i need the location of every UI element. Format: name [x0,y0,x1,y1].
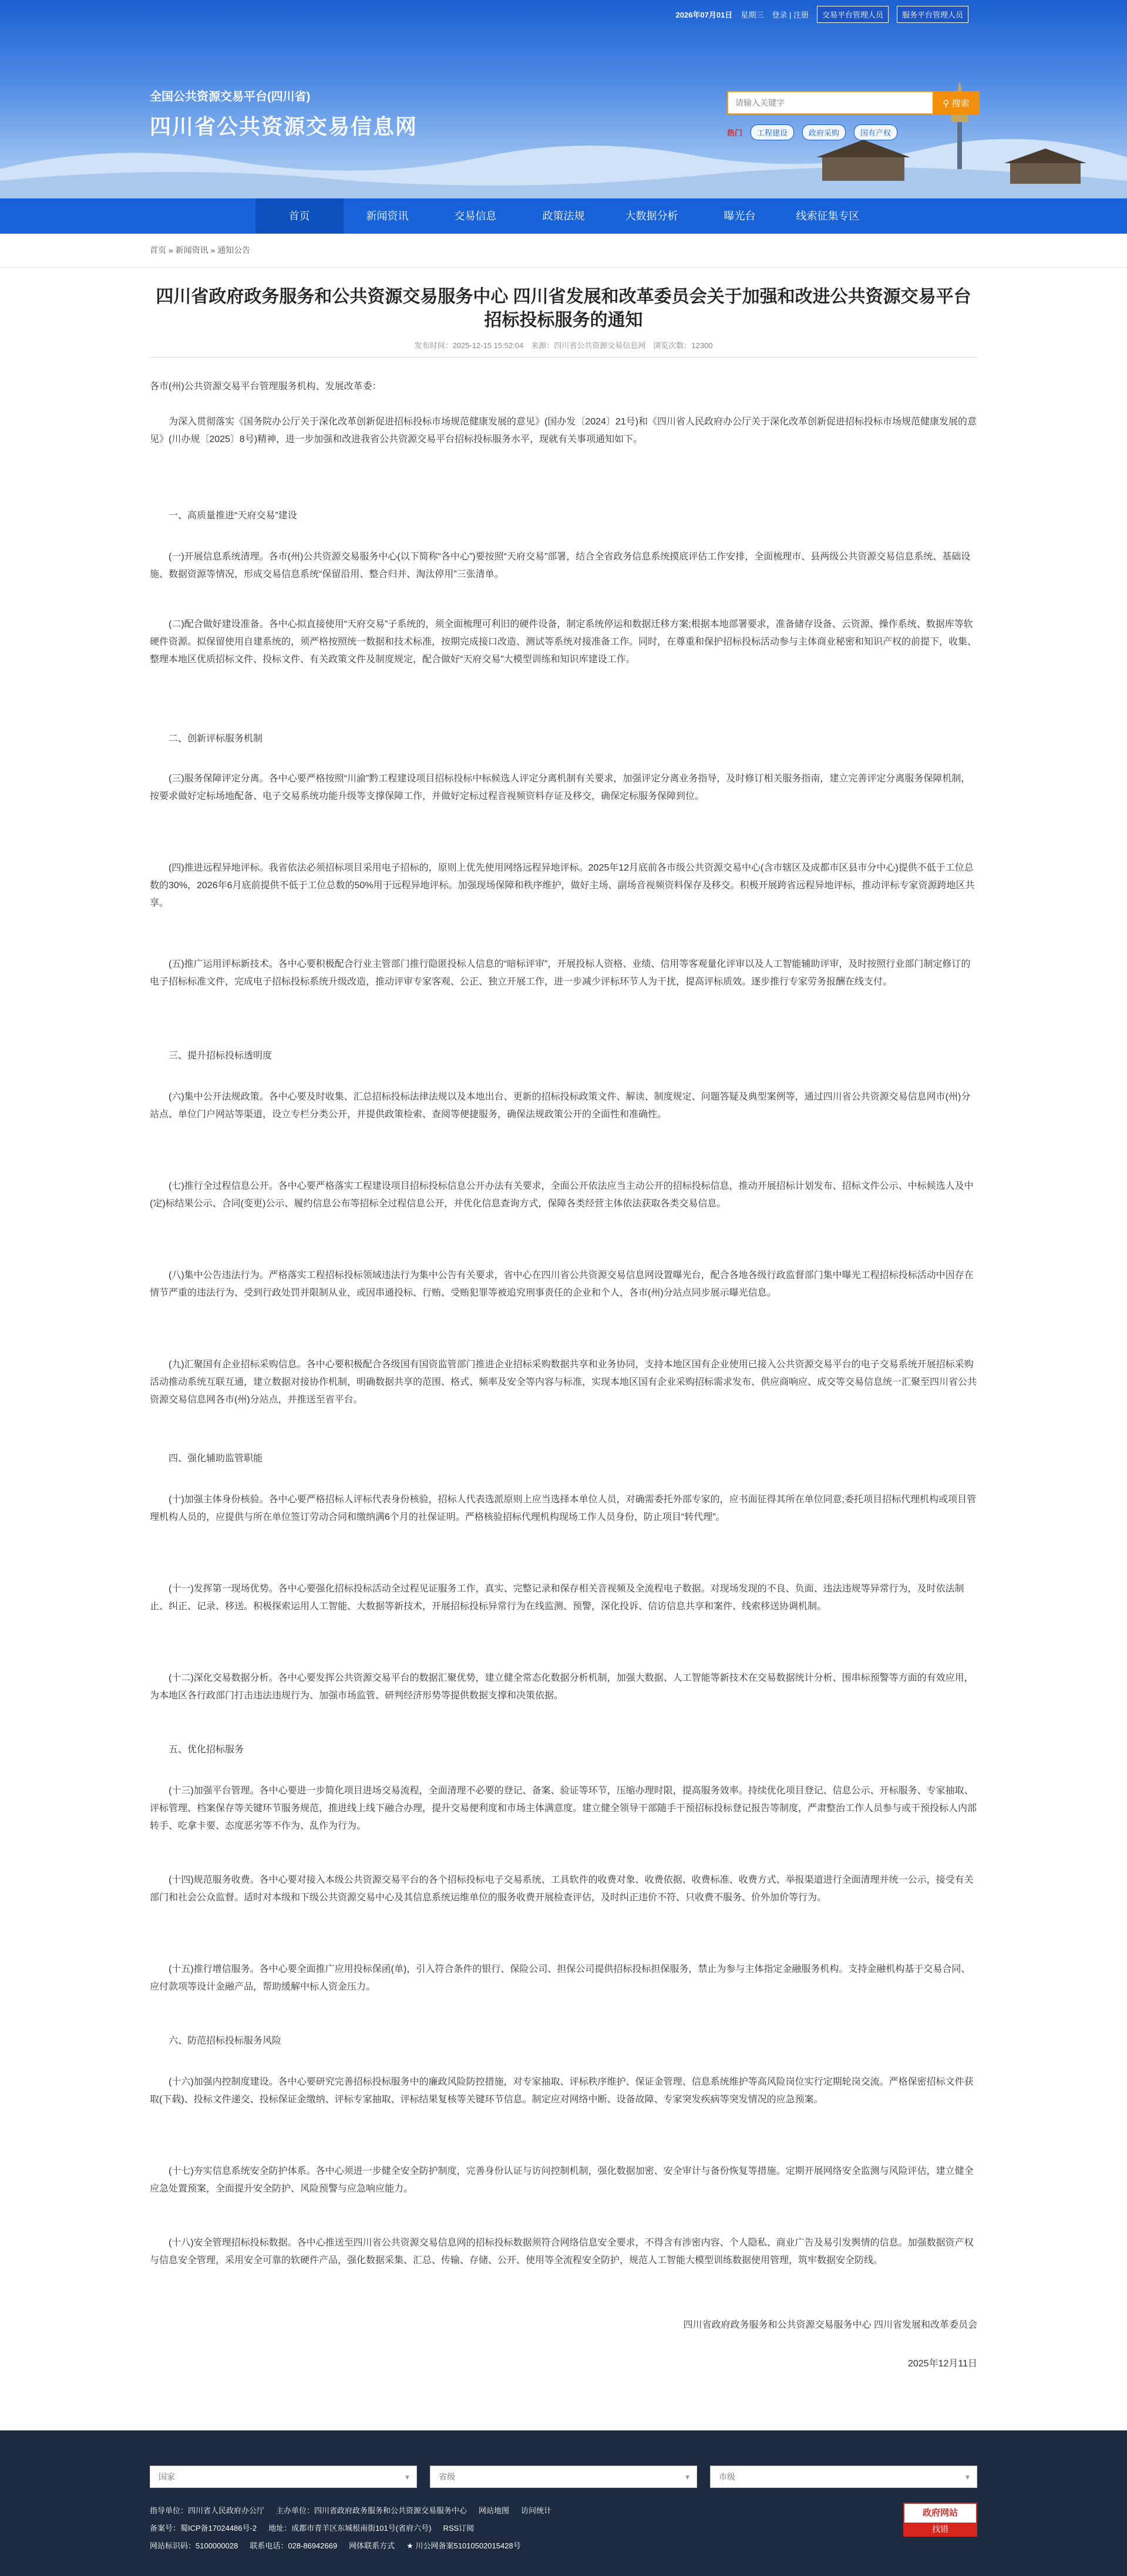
signature: 四川省政府政务服务和公共资源交易服务中心 四川省发展和改革委员会 [683,2320,977,2330]
footer-row [150,2504,551,2516]
hot-tags [727,124,897,140]
breadcrumb-bar [0,234,1127,268]
current-date: 2026年07月01日 [675,11,733,19]
section-heading: 四、强化辅助监管职能 [169,1454,263,1464]
national-links-select[interactable] [150,2466,417,2488]
footer-row [150,2522,474,2533]
current-weekday: 星期三 [741,11,764,19]
city-links-select[interactable] [710,2466,977,2488]
breadcrumb [150,244,250,256]
site-subtitle: 全国公共资源交易平台(四川省) [150,90,311,103]
site-header [0,0,1127,198]
main-nav [0,198,1127,234]
breadcrumb-notice[interactable]: 通知公告 [217,245,251,255]
article-paragraph: (八)集中公告违法行为。严格落实工程招标投标领域违法行为集中公告有关要求，省中心在四川省公共资源交易信息网设置曝光台，配合各地各级行政监督部门集中曝光工程招标投标活动中因存在情节严重的违法行为、受到行政处罚并限制从业，或因串通投标、行贿、受贿犯罪等被追究刑事责任的企业和个人，各市(州)分站点同步展示曝光信息。 [150,1270,974,1298]
sign-date: 2025年12月11日 [907,2359,977,2369]
article-paragraph: (十三)加强平台管理。各中心要进一步简化项目进场交易流程，全面清理不必要的登记、备案、验证等环节，压缩办理时限，提高服务效率。持续优化项目登记、信息公示、开标服务、专家抽取、评标管理、档案保存等关键环节服务规范，推进线上线下融合办理，提升交易便利度和市场主体满意度。建立健全领导干部随手干预招标投标登记报告等制度，严肃整治工作人员参与或干预投标人内部转手、吃拿卡要、态度恶劣等不作为、乱作为行为。 [150,1786,977,1831]
guiding-unit: 指导单位：四川省人民政府办公厅 [150,2506,265,2515]
chevron-down-icon: ▾ [405,2472,409,2481]
article-paragraph: (一)开展信息系统清理。各市(州)公共资源交易服务中心(以下简称“各中心”)要按照“天府交易”部署，结合全省政务信息系统摸底评估工作安排，全面梳理市、县两级公共资源交易信息系统、基础设施、数据资源等情况，形成交易信息系统“保留沿用、整合归并、淘汰停用”三张清单。 [150,552,971,579]
search-icon: ⚲ [943,98,952,109]
police-record[interactable] [406,2540,521,2551]
article-paragraph: (五)推广运用评标新技术。各中心要积极配合行业主管部门推行隐匿投标人信息的“暗标评审”，开展投标人资格、业绩、信用等客观量化评审以及人工智能辅助评审，及时按照行业部门制定修订的电子招标标准文件，完成电子招标投标系统升级改造，推动评审专家客观、公正、独立开展工作，进一步减少评标环节人为干扰，提高评标质效。逐步推行专家劳务报酬在线支付。 [150,959,971,987]
nav-policy[interactable]: 政策法规 [542,210,585,222]
police-record-text: 川公网备案51010502015428号 [415,2541,521,2550]
chevron-down-icon: ▾ [685,2472,689,2481]
badge-subtitle: 找错 [904,2523,976,2535]
search-button-label: 搜索 [951,98,970,109]
breadcrumb-separator: » [210,245,216,255]
breadcrumb-separator: » [168,245,173,255]
footer-row [150,2540,521,2551]
login-link[interactable]: 登录 [772,11,788,19]
contact-link[interactable]: 网体联系方式 [349,2541,395,2550]
rss-link[interactable]: RSS订阅 [443,2524,475,2533]
search-button[interactable] [933,91,980,114]
article-paragraph: (九)汇聚国有企业招标采购信息。各中心要积极配合各级国有国资监管部门推进企业招标采购数据共享和业务协同，支持本地区国有企业使用已接入公共资源交易平台的电子交易系统开展招标采购活动推动系统互联互通，建立数据对接协作机制，明确数据共享的范围、格式、频率及安全等内容与标准，实现本地区国有企业采购招标需求发布、供应商响应、成交等交易信息统一汇聚至四川省公共资源交易信息网各市(州)分站点，并推送至省平台。 [150,1360,977,1405]
article-paragraph: (十五)推行增信服务。各中心要全面推广应用投标保函(单)，引入符合条件的银行、保险公司、担保公司提供招标投标担保服务，禁止为参与主体指定金融服务机构。支持金融机构基于交易合同、应付款项等设计金融产品，帮助缓解中标人资金压力。 [150,1964,971,1992]
top-bar: 2026年07月01日 星期三 登录 | 注册 交易平台管理人员 服务平台管理人员 [675,6,968,23]
section-heading: 二、创新评标服务机制 [169,734,263,744]
section-heading: 三、提升招标投标透明度 [169,1051,273,1061]
greeting: 各市(州)公共资源交易平台管理服务机构、发展改革委： [150,382,382,392]
trade-platform-admin-button[interactable]: 交易平台管理人员 [817,6,889,23]
article-paragraph: (四)推进远程异地评标。我省依法必须招标项目采用电子招标的，原则上优先使用网络远程异地评标。2025年12月底前各市级公共资源交易中心(含市辖区及成都市区县市分中心)提供不低于工位总数的30%，2026年6月底前提供不低于工位总数的50%用于远程异地评标。加强现场保障和秩序维护，做好主场、副场音视频资料保存及移交。积极开展跨省远程异地评标，推动评标专家资源跨地区共享。 [150,863,975,908]
nav-big-data[interactable]: 大数据分析 [625,210,678,222]
nav-news[interactable]: 新闻资讯 [366,210,409,222]
chevron-down-icon: ▾ [965,2472,970,2481]
hot-tag-state-property[interactable]: 国有产权 [854,124,897,140]
select-label: 国家 [159,2472,175,2481]
article-paragraph: (十一)发挥第一现场优势。各中心要强化招标投标活动全过程见证服务工作，真实、完整记录和保存相关音视频及全流程电子数据。对现场发现的不良、负面、违法违规等异常行为，及时依法制止、纠正、记录、移送。积极探索运用人工智能、大数据等新技术，开展招标投标异常行为在线监测、预警，深化投诉、信访信息共享和案件、线索移送协调机制。 [150,1584,964,1611]
police-badge-icon: ★ [406,2541,416,2550]
search-input[interactable] [727,91,933,114]
gov-website-error-badge[interactable] [903,2503,977,2537]
provincial-links-select[interactable] [430,2466,697,2488]
article-paragraph: (十四)规范服务收费。各中心要对接入本级公共资源交易平台的各个招标投标电子交易系统、工具软件的收费对象、收费依据、收费标准、收费方式、举报渠道进行全面清理并统一公示，接受有关部门和社会公众监督。适时对本级和下级公共资源交易中心及其信息系统运维单位的服务收费开展检查评估，及时纠正违价不符、只收费不服务、价外加价等行为。 [150,1875,974,1903]
article-paragraph: (十二)深化交易数据分析。各中心要发挥公共资源交易平台的数据汇聚优势，建立健全常态化数据分析机制，加强大数据、人工智能等新技术在交易数据统计分析、围串标预警等方面的有效应用，为本地区各行政部门打击违法违规行为、加强市场监管、研判经济形势等提供数据支撑和决策依据。 [150,1673,974,1701]
visit-stats-link[interactable]: 访问统计 [521,2506,552,2515]
site-id: 网站标识码：5100000028 [150,2541,238,2550]
article-title: 四川省政府政务服务和公共资源交易服务中心 四川省发展和改革委员会关于加强和改进公共资源交易平台招标投标服务的通知 [156,287,971,330]
contact-phone: 联系电话：028-86942669 [250,2541,338,2550]
article-paragraph: 为深入贯彻落实《国务院办公厅关于深化改革创新促进招标投标市场规范健康发展的意见》(国办发〔2024〕21号)和《四川省人民政府办公厅关于深化改革创新促进招标投标市场规范健康发展的意见》(川办规〔2025〕8号)精神，进一步加强和改进我省公共资源交易平台招标投标服务水平，现就有关事项通知如下。 [150,417,977,444]
address: 地址：成都市青羊区东城根南街101号(省府六号) [268,2524,432,2533]
breadcrumb-home[interactable]: 首页 [150,245,166,255]
nav-clue-collection[interactable]: 线索征集专区 [796,210,860,222]
service-platform-admin-button[interactable]: 服务平台管理人员 [897,6,968,23]
hot-tag-engineering[interactable]: 工程建设 [751,124,794,140]
article-paragraph: (七)推行全过程信息公开。各中心要严格落实工程建设项目招标投标信息公开办法有关要求，全面公开依法应当主动公开的招标投标信息，推动开展招标计划发布、招标文件公示、中标候选人及中(定)标结果公示、合同(变更)公示、履约信息公布等招标全过程信息公开，并优化信息查询方式，保障各类经营主体依法获取各类交易信息。 [150,1181,974,1209]
search-box [727,91,980,114]
hot-label: 热门 [727,129,743,137]
nav-trade-info[interactable]: 交易信息 [454,210,497,222]
section-heading: 五、优化招标服务 [169,1745,244,1755]
article-paragraph: (十六)加强内控制度建设。各中心要研究完善招标投标服务中的廉政风险防控措施，对专家抽取、评标秩序维护、保证金管理、信息系统维护等高风险岗位实行定期轮岗交流。严格保密招标文件获取(下载)、投标文件递交、投标保证金缴纳、评标专家抽取、评标结果复核等关键环节信息。制定应对网络中断、设备故障、专家突发疾病等突发情况的应急预案。 [150,2077,974,2105]
article-paragraph: (十)加强主体身份核验。各中心要严格招标人评标代表身份核验，招标人代表选派原则上应当选择本单位人员，对确需委托外部专家的，应书面征得其所在单位同意;委托项目招标代理机构或项目管理机构人员的，应提供与所在单位签订劳动合同和缴纳满6个月的社保证明。严格核验招标代理机构现场工作人员身份，防止项目“转代理”。 [150,1495,977,1522]
article-paragraph: (六)集中公开法规政策。各中心要及时收集、汇总招标投标法律法规以及本地出台、更新的招标投标政策文件、解读、制度规定、问题答疑及典型案例等，通过四川省公共资源交易信息网市(州)分站点、单位门户网站等渠道，设立专栏分类公开，并提供政策检索、查阅等便捷服务，确保法规政策公开的全面性和准确性。 [150,1092,971,1120]
breadcrumb-news[interactable]: 新闻资讯 [175,245,208,255]
hot-tag-procurement[interactable]: 政府采购 [802,124,846,140]
site-map-link[interactable]: 网站地图 [479,2506,510,2515]
icp-record[interactable]: 备案号：蜀ICP备17024486号-2 [150,2524,257,2533]
nav-exposure[interactable]: 曝光台 [724,210,756,222]
host-unit: 主办单位：四川省政府政务服务和公共资源交易服务中心 [276,2506,467,2515]
select-label: 省级 [439,2472,455,2481]
select-label: 市级 [719,2472,735,2481]
article-paragraph: (二)配合做好建设准备。各中心拟直接使用“天府交易”子系统的，须全面梳理可利旧的硬件设备，制定系统停运和数据迁移方案;根据本地部署要求，准备储存设备、云资源、操作系统、数据库等软硬件资源。拟保留使用自建系统的，须严格按照统一数据和技术标准，按期完成接口改造、测试等系统对接准备工作。同时，在尊重和保护招标投标活动参与主体商业秘密和知识产权的前提下，收集、整理本地区优质招标文件、投标文件、有关政策文件及制度规定，配合做好“天府交易”大模型训练和知识库建设工作。 [150,619,977,665]
register-link[interactable]: 注册 [793,11,809,19]
article-paragraph: (三)服务保障评定分离。各中心要严格按照“川渝”黔工程建设项目招标投标中标候选人评定分离机制有关要求，加强评定分离业务指导，及时修订相关服务指南，建立完善评定分离服务保障机制，按要求做好定标场地配备、电子交易系统功能升级等支撑保障工作，并做好定标过程音视频资料存证及移交，确保定标服务保障到位。 [150,774,971,801]
site-title[interactable]: 四川省公共资源交易信息网 [150,114,418,139]
nav-home[interactable]: 首页 [255,198,344,234]
article-paragraph: (十八)安全管理招标投标数据。各中心推送至四川省公共资源交易信息网的招标投标数据须符合网络信息安全要求，不得含有涉密内容、个人隐私、商业广告及易引发舆情的信息。加强数据资产权与信息安全管理，采用安全可靠的软硬件产品，强化数据采集、汇总、传输、存储、公开、使用等全流程安全防护，规范人工智能大模型训练数据使用管理，筑牢数据安全防线。 [150,2238,974,2265]
badge-title: 政府网站 [922,2508,958,2518]
divider [150,357,977,358]
section-heading: 一、高质量推进“天府交易”建设 [169,511,297,521]
article-paragraph: (十七)夯实信息系统安全防护体系。各中心须进一步健全安全防护制度，完善身份认证与访问控制机制，强化数据加密、安全审计与备份恢复等措施。定期开展网络安全监测与风险评估，建立健全应急处置预案，全面提升安全防护、风险预警与应急响应能力。 [150,2166,974,2194]
section-heading: 六、防范招标投标服务风险 [169,2036,282,2046]
article-meta: 发布时间：2025-12-15 15:52:04 来源：四川省公共资源交易信息网 浏览次数：12300 [414,341,713,350]
